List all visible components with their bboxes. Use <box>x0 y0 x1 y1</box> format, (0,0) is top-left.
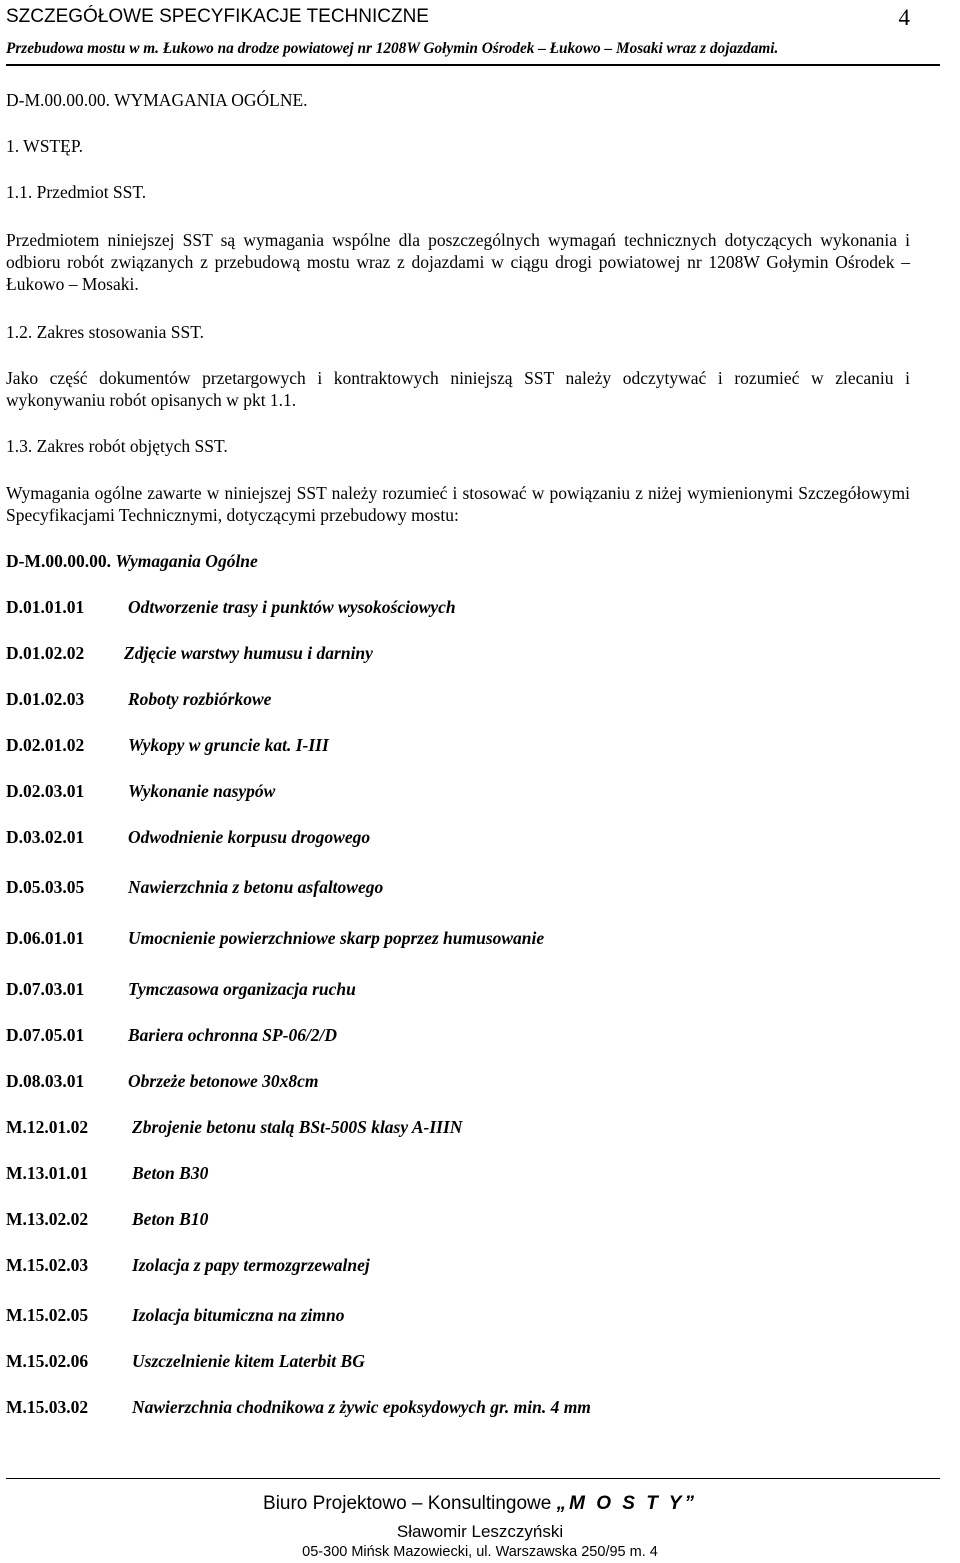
header-title: SZCZEGÓŁOWE SPECYFIKACJE TECHNICZNE <box>6 6 429 27</box>
header-divider <box>6 64 940 66</box>
subsection-1-1-title: 1.1. Przedmiot SST. <box>6 182 147 202</box>
spec-name: Izolacja bitumiczna na zimno <box>132 1305 345 1325</box>
footer-divider <box>6 1478 940 1479</box>
page-number: 4 <box>898 5 910 30</box>
spec-name: Odwodnienie korpusu drogowego <box>128 827 371 847</box>
footer-brand: „M O S T Y” <box>556 1493 697 1514</box>
spec-code: M.12.01.02 <box>6 1117 89 1137</box>
spec-code: D.05.03.05 <box>6 877 85 897</box>
spec-name: Zdjęcie warstwy humusu i darniny <box>124 643 373 663</box>
subsection-1-1-text: Przedmiotem niniejszej SST są wymagania wspólne dla poszczególnych wymagań technicznych dotyczących wykonania i odbioru robót związanych z przebudową mostu wraz z dojazdami w ciągu drogi powiatowej nr 1208W Gołymin Ośrodek – Łukowo – Mosaki. <box>6 230 910 294</box>
footer-address: 05-300 Mińsk Mazowiecki, ul. Warszawska 250/95 m. 4 <box>302 1544 658 1560</box>
spec-code: D.01.01.01 <box>6 597 85 617</box>
spec-code: D.02.01.02 <box>6 735 85 755</box>
spec-code: M.13.01.01 <box>6 1163 89 1183</box>
spec-code: M.13.02.02 <box>6 1209 89 1229</box>
general-spec-code: D-M.00.00.00. <box>6 551 111 571</box>
spec-code: D.08.03.01 <box>6 1071 85 1091</box>
subsection-1-3-title: 1.3. Zakres robót objętych SST. <box>6 436 228 456</box>
spec-name: Nawierzchnia chodnikowa z żywic epoksydowych gr. min. 4 mm <box>132 1397 591 1417</box>
spec-code: M.15.03.02 <box>6 1397 89 1417</box>
spec-code: M.15.02.05 <box>6 1305 89 1325</box>
spec-code: D.01.02.03 <box>6 689 85 709</box>
general-spec-line <box>6 551 258 572</box>
general-spec-name: Wymagania Ogólne <box>115 551 258 571</box>
footer-person: Sławomir Leszczyński <box>396 1522 564 1541</box>
spec-name: Zbrojenie betonu stalą BSt-500S klasy A-IIIN <box>132 1117 463 1137</box>
spec-code: D.07.03.01 <box>6 979 85 999</box>
subsection-1-2-text: Jako część dokumentów przetargowych i kontraktowych niniejszą SST należy odczytywać i rozumieć w zlecaniu i wykonywaniu robót opisanych w pkt 1.1. <box>6 368 910 410</box>
footer-company <box>0 1493 960 1515</box>
spec-name: Izolacja z papy termozgrzewalnej <box>132 1255 370 1275</box>
spec-name: Beton B10 <box>132 1209 209 1229</box>
spec-code: D.06.01.01 <box>6 928 85 948</box>
spec-name: Tymczasowa organizacja ruchu <box>128 979 356 999</box>
subsection-1-2-title: 1.2. Zakres stosowania SST. <box>6 322 204 342</box>
spec-code: D.01.02.02 <box>6 643 85 663</box>
spec-code: D.02.03.01 <box>6 781 85 801</box>
section-title: D-M.00.00.00. WYMAGANIA OGÓLNE. <box>6 90 308 110</box>
spec-name: Nawierzchnia z betonu asfaltowego <box>128 877 384 897</box>
header-subtitle: Przebudowa mostu w m. Łukowo na drodze powiatowej nr 1208W Gołymin Ośrodek – Łukowo – Mosaki wraz z dojazdami. <box>6 40 779 57</box>
spec-name: Obrzeże betonowe 30x8cm <box>128 1071 319 1091</box>
spec-name: Wykonanie nasypów <box>128 781 276 801</box>
spec-name: Uszczelnienie kitem Laterbit BG <box>132 1351 365 1371</box>
spec-code: D.07.05.01 <box>6 1025 85 1045</box>
spec-code: D.03.02.01 <box>6 827 85 847</box>
spec-name: Beton B30 <box>132 1163 209 1183</box>
spec-code: M.15.02.06 <box>6 1351 89 1371</box>
footer-company-name: Biuro Projektowo – Konsultingowe <box>263 1493 552 1514</box>
spec-code: M.15.02.03 <box>6 1255 89 1275</box>
spec-name: Odtworzenie trasy i punktów wysokościowych <box>128 597 456 617</box>
spec-name: Wykopy w gruncie kat. I-III <box>128 735 329 755</box>
subsection-1-3-text: Wymagania ogólne zawarte w niniejszej SST należy rozumieć i stosować w powiązaniu z niżej wymienionymi Szczegółowymi Specyfikacjami Technicznymi, dotyczącymi przebudowy mostu: <box>6 483 910 525</box>
intro-heading: 1. WSTĘP. <box>6 136 83 156</box>
spec-name: Bariera ochronna SP-06/2/D <box>128 1025 338 1045</box>
spec-name: Roboty rozbiórkowe <box>128 689 272 709</box>
spec-name: Umocnienie powierzchniowe skarp poprzez humusowanie <box>128 928 545 948</box>
